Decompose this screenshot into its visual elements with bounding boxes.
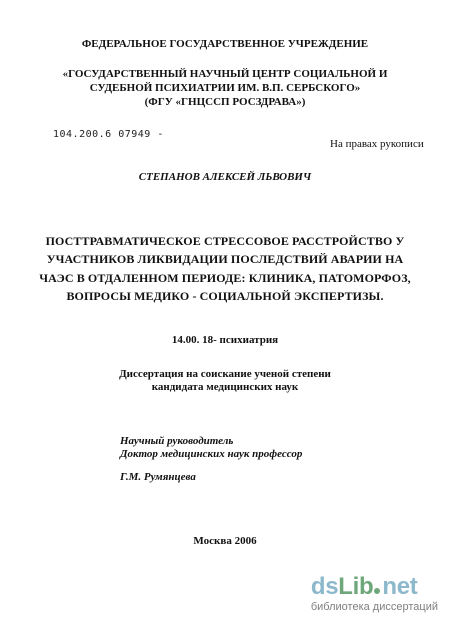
center-name-line2: СУДЕБНОЙ ПСИХИАТРИИ ИМ. В.П. СЕРБСКОГО»	[89, 82, 361, 94]
watermark-subtitle: библиотека диссертаций	[310, 601, 438, 613]
rights-note: На правах рукописи	[330, 138, 424, 150]
thesis-title-line3: ЧАЭС В ОТДАЛЕННОМ ПЕРИОДЕ: КЛИНИКА, ПАТОМОРФОЗ,	[39, 271, 411, 285]
supervisor-label: Научный руководитель	[120, 435, 234, 447]
center-abbreviation: (ФГУ «ГНЦССП РОСЗДРАВА»)	[144, 96, 306, 108]
registration-stamp-number: 104.200.6 07949 -	[53, 129, 164, 140]
logo-dot	[374, 588, 380, 594]
thesis-title-line2: УЧАСТНИКОВ ЛИКВИДАЦИИ ПОСЛЕДСТВИЙ АВАРИИ НА	[46, 252, 404, 266]
thesis-title-line4: ВОПРОСЫ МЕДИКО - СОЦИАЛЬНОЙ ЭКСПЕРТИЗЫ.	[66, 289, 384, 303]
degree-line2: кандидата медицинских наук	[151, 381, 299, 393]
supervisor-name: Г.М. Румянцева	[120, 471, 196, 483]
center-name-line1: «ГОСУДАРСТВЕННЫЙ НАУЧНЫЙ ЦЕНТР СОЦИАЛЬНОЙ И	[62, 68, 388, 80]
dslib-watermark	[311, 575, 438, 614]
institution-heading: ФЕДЕРАЛЬНОЕ ГОСУДАРСТВЕННОЕ УЧРЕЖДЕНИЕ	[81, 38, 369, 50]
degree-line1: Диссертация на соискание ученой степени	[119, 368, 331, 380]
supervisor-degree: Доктор медицинских наук профессор	[120, 448, 303, 460]
author-name: СТЕПАНОВ АЛЕКСЕЙ ЛЬВОВИЧ	[138, 171, 312, 183]
specialty-code: 14.00. 18- психиатрия	[171, 334, 279, 346]
city-year: Москва 2006	[193, 535, 257, 547]
dslib-logo: ds Lib net	[310, 573, 418, 600]
thesis-title-line1: ПОСТТРАВМАТИЧЕСКОЕ СТРЕССОВОЕ РАССТРОЙСТВО У	[45, 234, 405, 248]
